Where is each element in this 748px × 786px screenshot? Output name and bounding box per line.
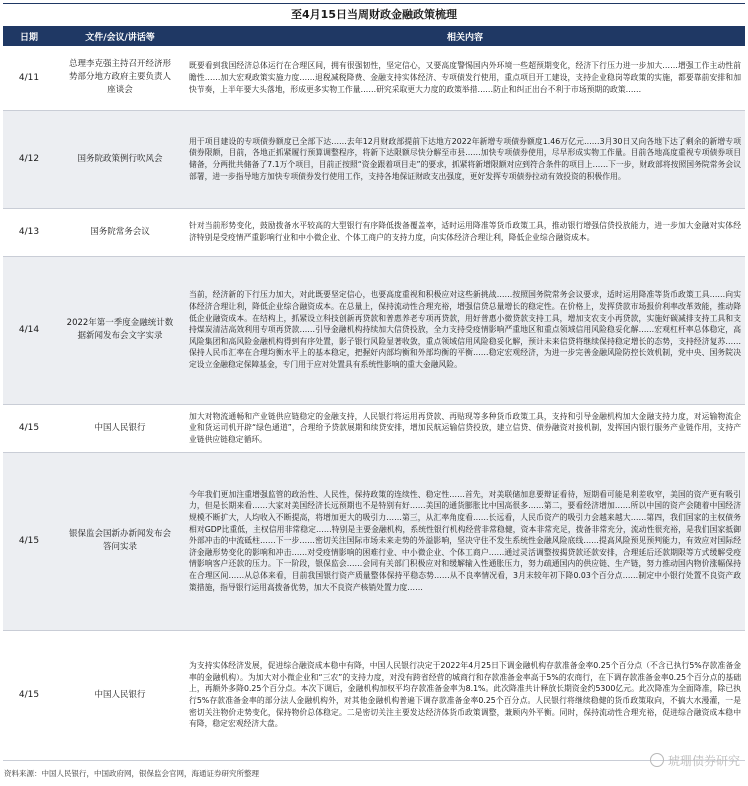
watermark-text: 琥珊债券研究 (667, 754, 740, 768)
header-date: 日期 (3, 27, 55, 46)
row-date: 4/13 (3, 208, 55, 256)
row-date: 4/14 (3, 256, 55, 404)
policy-table (3, 27, 745, 761)
table-title: 至4月15日当周财政金融政策梳理 (3, 3, 745, 27)
row-content: 当前，经济新的下行压力加大，对此既要坚定信心，也要高度重视和积极应对这些新挑战……按照国务院常务会议要求，适时运用降准等货币政策工具……向实体经济合理让利，降低企业综合融资成本。在总量上，保持流动性合理充裕，增强信贷总量增长的稳定性。在价格上，发挥贷款市场报价利率改革效能，推动降低企业融资成本。在结构上，抓紧设立科技创新再贷款和普惠养老专项再贷款，用好普惠小微贷款支持工具，增加支农支小再贷款，实施好碳减排支持工具和支持煤炭清洁高效利用专项再贷款……引导金融机构持续加大信贷投放，全力支持受疫情影响严重地区和重点领域信用风险稳妥化解……宏观杠杆率总体稳定，高风险集团和高风险金融机构得到有序处置，影子银行风险显著收敛，重点领域信用风险稳妥化解，预计未来信贷将继续保持稳定增长的态势，支持经济复苏……保持人民币汇率在合理均衡水平上的基本稳定，把握好内部均衡和外部均衡的平衡……稳定宏观经济，为进一步完善金融风险防控长效机制，党中央、国务院决定设立金融稳定保障基金，专门用于应对处置具有系统性影响的重大金融风险。 (185, 256, 745, 404)
row-content: 既要看到我国经济总体运行在合理区间，拥有很强韧性，坚定信心，又要高度警惕国内外环境一些超预期变化，经济下行压力进一步加大……增强工作主动性前瞻性……加大宏观政策实施力度……退税减税降费、金融支持实体经济、专项债发行使用，重点项目开工建设，支持企业稳岗等政策的实施，都要靠前安排和加快节奏，上半年要大头落地，形成更多实物工作量……研究采取更大力度的政策举措……防止和纠正出台不利于市场预期的政策…… (185, 46, 745, 110)
table-row (3, 256, 745, 404)
table-row (3, 630, 745, 760)
row-content: 加大对物流通畅和产业链供应链稳定的金融支持，人民银行将运用再贷款、再贴现等多种货币政策工具，支持和引导金融机构加大金融支持力度，对运输物流企业和货运司机开辟“绿色通道”，合理给予贷款展期和续贷安排，增加民航运输信贷投放，建立信贷、债券融资对接机制，发挥国内银行服务产业链作用，支持产业链供应链稳定循环。 (185, 404, 745, 452)
row-date: 4/15 (3, 452, 55, 630)
table-row (3, 452, 745, 630)
row-date: 4/15 (3, 630, 55, 760)
row-doc: 中国人民银行 (55, 404, 185, 452)
header-content: 相关内容 (185, 27, 745, 46)
table-row (3, 110, 745, 208)
row-doc: 总理李克强主持召开经济形势部分地方政府主要负责人座谈会 (55, 46, 185, 110)
row-date: 4/15 (3, 404, 55, 452)
table-row (3, 404, 745, 452)
row-content: 今年我们更加注重增强监管的政治性、人民性，保持政策的连续性、稳定性……首先，对美联储加息要辩证看待，短期看可能是利差收窄，美国的资产更有吸引力，但是长期来看……大家对美国经济长远预期也不是特别有好……美国的通货膨胀比中国高很多……第二，要看经济增加……所以中国的资产会随着中国经济规模不断扩大，人均收入不断提高，将增加更大的吸引力……第三，从汇率角度看……长远看，人民币资产的吸引力会越来越大……第四，我们国家的主权债务相对GDP比重低，主权信用非常稳定……特别是主要金融机构，系统性银行机构经营非常稳健，资本非常充足，拨备非常充分，流动性很充裕，是我们国家抵御外部冲击的中流砥柱……下一步……密切关注国际市场未来走势的外溢影响，坚决守住不发生系统性金融风险底线……提高风险预见预判能力，有效应对国际经济金融形势变化的影响和冲击……对受疫情影响的困难行业、中小微企业、个体工商户……通过灵活调整按揭贷款还款安排，合理延后还款期限等方式缓解受疫情影响客户还款的压力。下一阶段，银保监会……会同有关部门积极应对和缓解输入性通胀压力，努力疏通国内的供应链、生产链，努力推动国内物价涨幅保持在合理区间……从总体来看，目前我国银行资产质量整体保持平稳态势……从不良率情况看，3月末较年初下降0.03个百分点……制定中小银行处置不良资产政策措施，指导银行运用高拨备优势，加大不良资产核销处置力度…… (185, 452, 745, 630)
row-date: 4/12 (3, 110, 55, 208)
row-doc: 银保监会国新办新闻发布会答问实录 (55, 452, 185, 630)
row-content: 为支持实体经济发展，促进综合融资成本稳中有降，中国人民银行决定于2022年4月25日下调金融机构存款准备金率0.25个百分点（不含已执行5%存款准备金率的金融机构）。为加大对小微企业和“三农”的支持力度，对没有跨省经营的城商行和存款准备金率高于5%的农商行，在下调存款准备金率0.25个百分点的基础上，再额外多降0.25个百分点。本次下调后，金融机构加权平均存款准备金率为8.1%。此次降准共计释放长期资金约5300亿元。此次降准为全面降准，除已执行5%存款准备金率的部分法人金融机构外，对其他金融机构普遍下调存款准备金率0.25个百分点。人民银行将继续稳健的货币政策取向，不搞大水漫灌，一是密切关注物价走势变化，保持物价总体稳定。二是密切关注主要发达经济体货币政策调整，兼顾内外平衡。同时，保持流动性合理充裕，促进综合融资成本稳中有降，稳定宏观经济大盘。 (185, 630, 745, 760)
document-page (3, 3, 745, 761)
row-doc: 国务院政策例行吹风会 (55, 110, 185, 208)
row-doc: 国务院常务会议 (55, 208, 185, 256)
row-content: 针对当前形势变化，鼓励拨备水平较高的大型银行有序降低拨备覆盖率，适时运用降准等货币政策工具，推动银行增强信贷投放能力，进一步加大金融对实体经济特别是受疫情严重影响行业和中小微企业、个体工商户的支持力度，向实体经济合理让利，降低企业综合融资成本。 (185, 208, 745, 256)
table-row (3, 46, 745, 110)
table-row (3, 208, 745, 256)
table-header-row (3, 27, 745, 46)
watermark (650, 752, 740, 769)
wechat-icon (650, 753, 664, 767)
row-date: 4/11 (3, 46, 55, 110)
row-content: 用于项目建设的专项债券额度已全部下达……去年12月财政部提前下达地方2022年新增专项债券额度1.46万亿元……3月30日又向各地下达了剩余的新增专项债券限额，目前，各地正抓紧履行预算调整程序，将新下达限额尽快分解至市县……加快专项债券使用，尽早形成实物工作量。目前各地高度重视专项债券项目储备，分两批共储备了7.1万个项目，目前正按照“资金跟着项目走”的要求，抓紧将新增限额对应到符合条件的项目上……下一步，财政部将按照国务院常务会议部署，进一步指导地方加快专项债券发行使用工作，支持各地保证财政支出强度，更好发挥专项债券拉动有效投资的积极作用。 (185, 110, 745, 208)
header-doc: 文件/会议/讲话等 (55, 27, 185, 46)
row-doc: 中国人民银行 (55, 630, 185, 760)
source-footnote: 资料来源：中国人民银行，中国政府网，银保监会官网，海通证券研究所整理 (4, 769, 259, 778)
row-doc: 2022年第一季度金融统计数据新闻发布会文字实录 (55, 256, 185, 404)
